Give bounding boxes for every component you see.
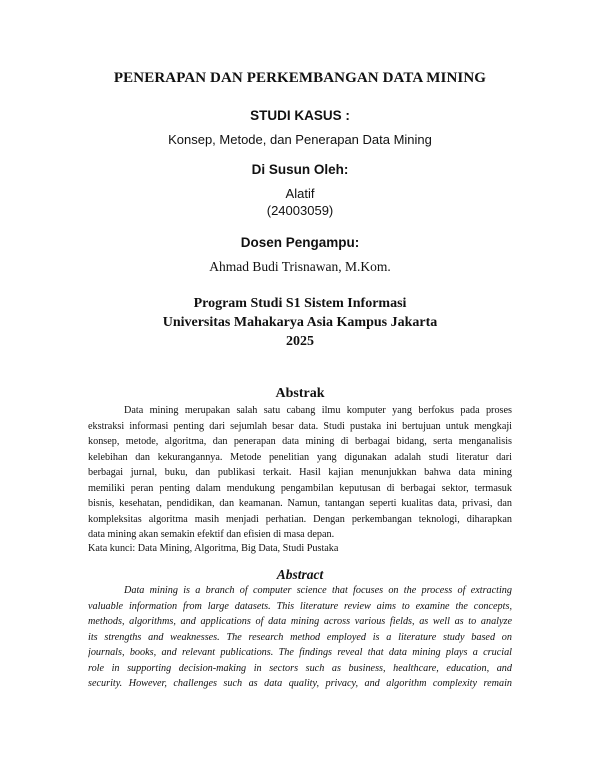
publication-year: 2025 <box>286 334 314 349</box>
abstract-en-line: role in supporting decision-making in sectors such as business, healthcare, education, and <box>88 662 512 674</box>
abstract-id-line: data mining akan semakin efektif dan efisien di masa depan. <box>88 529 335 540</box>
abstract-id-line: konsep, metode, algoritma, dan penerapan data mining di berbagai bidang, serta menganalisis <box>88 436 512 447</box>
abstract-en-line: journals, books, and relevant publications. The findings reveal that data mining plays a crucial <box>88 647 512 658</box>
abstract-id-heading: Abstrak <box>275 386 325 401</box>
abstract-en-line: security. However, challenges such as data quality, privacy, and algorithm complexity remain <box>88 678 512 689</box>
abstract-en-line: its strengths and weaknesses. The research method employed is a literature study based on <box>88 631 512 643</box>
abstract-en-body <box>88 583 512 692</box>
abstract-id-body <box>88 403 512 543</box>
abstract-id-line: berbagai jurnal, buku, dan publikasi terkait. Hasil kajian menunjukkan bahwa data mining <box>88 467 512 478</box>
author-id: (24003059) <box>266 203 334 218</box>
author-name: Alatif <box>285 186 315 201</box>
abstract-id-line: bisnis, kesehatan, pendidikan, dan keamanan. Namun, tantangan seperti kualitas data, privasi, dan <box>88 498 512 509</box>
program-name: Program Studi S1 Sistem Informasi <box>193 296 407 311</box>
supervisor-name: Ahmad Budi Trisnawan, M.Kom. <box>209 259 391 274</box>
abstract-id-line: kompleksitas algoritma masih menjadi perhatian. Dengan perkembangan teknologi, diharapkan <box>88 513 512 525</box>
case-study-label: STUDI KASUS : <box>250 108 350 123</box>
document-title: PENERAPAN DAN PERKEMBANGAN DATA MINING <box>113 70 487 86</box>
abstract-en-line: Data mining is a branch of computer science that focuses on the process of extracting <box>124 585 512 596</box>
abstract-id-line: kelebihan dan kekurangannya. Metode penelitian yang digunakan adalah studi literatur dari <box>88 451 512 463</box>
abstract-id-line: ekstraksi informasi penting dari sejumlah besar data. Studi pustaka ini bertujuan untuk mengkaji <box>88 420 512 432</box>
abstract-en-heading: Abstract <box>276 567 324 582</box>
university-name: Universitas Mahakarya Asia Kampus Jakarta <box>162 315 438 330</box>
keywords: Kata kunci: Data Mining, Algoritma, Big Data, Studi Pustaka <box>88 543 339 554</box>
supervisor-label: Dosen Pengampu: <box>240 235 360 250</box>
abstract-id-line: memiliki peran penting dalam mendukung pengambilan keputusan di berbagai sektor, termasuk <box>88 482 512 494</box>
abstract-en-line: methods, algorithms, and applications of data mining across various fields, as well as to analyze <box>88 616 512 627</box>
author-label: Di Susun Oleh: <box>251 162 349 177</box>
case-study-subtitle: Konsep, Metode, dan Penerapan Data Mining <box>168 132 432 147</box>
abstract-en-line: valuable information from large datasets. This literature review aims to examine the concepts, <box>88 600 512 612</box>
abstract-id-line: Data mining merupakan salah satu cabang ilmu komputer yang berfokus pada proses <box>124 405 512 416</box>
